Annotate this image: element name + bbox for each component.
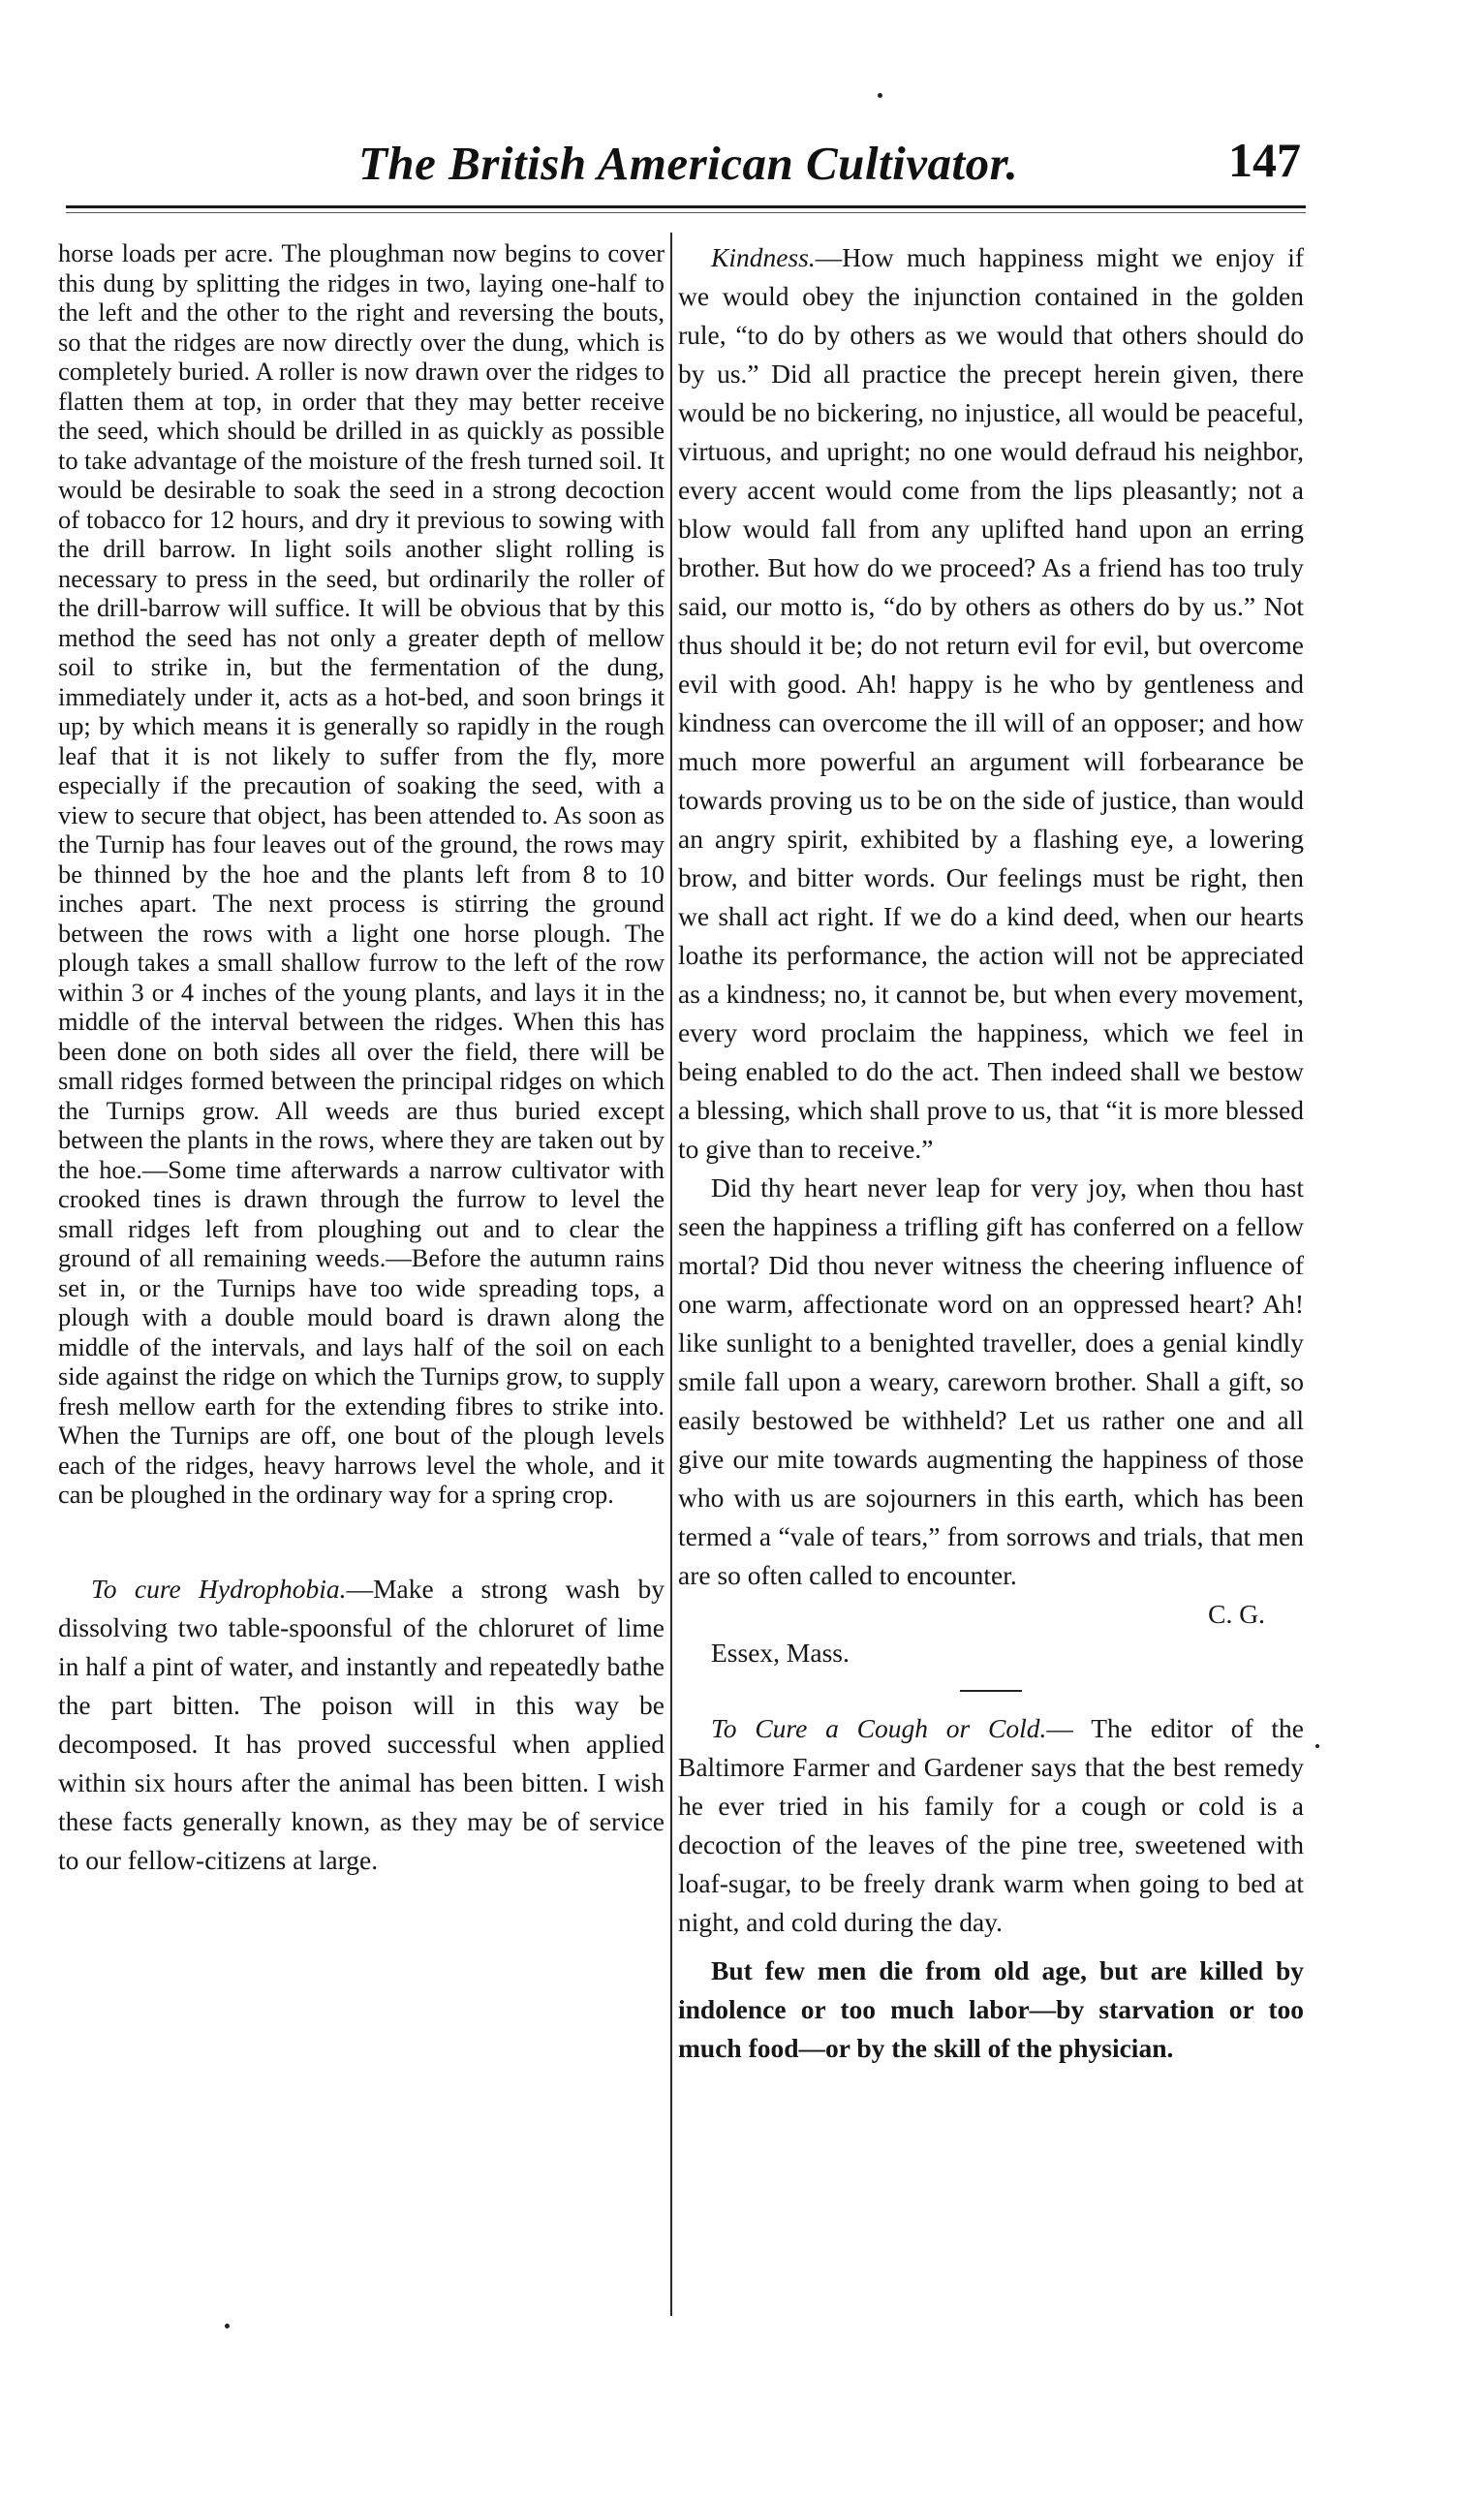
kindness-body-2: Did thy heart never leap for very joy, when thou hast seen the happiness a trifling gift has conferred on a fellow mortal? Did thou never witness the cheering influence of one warm, affectionate word on an oppressed heart? Ah! like sunlight to a benighted traveller, does a genial kindly smile fall upon a weary, careworn brother. Shall a gift, so easily bestowed be withheld? Let us rather one and all give our mite towards augmenting the happiness of those who with us are sojourners in this earth, which has been termed a “vale of tears,” from sorrows and trials, that men are so often called to encounter. [678, 1172, 1304, 1590]
maxim-paragraph: But few men die from old age, but are killed by indolence or too much labor—by starvation or too much food—or by the skill of the physician. [678, 1955, 1304, 2063]
cough-article [678, 1709, 1304, 1942]
hydrophobia-heading: To cure Hydrophobia. [91, 1573, 347, 1604]
left-column [58, 238, 665, 1880]
kindness-article [678, 238, 1304, 1169]
hydrophobia-body: —Make a strong wash by dissolving two table-spoonsful of the chloruret of lime in half a pint of water, and instantly and repeatedly bathe the part bitten. The poison will in this way be decomposed. It has proved successful when applied within six hours after the animal has been bitten. I wish these facts generally known, as they may be of service to our fellow-citizens at large. [58, 1573, 665, 1875]
kindness-signature: C. G. [1208, 1599, 1265, 1629]
section-divider [960, 1690, 1022, 1692]
cough-heading: To Cure a Cough or Cold. [711, 1713, 1047, 1743]
kindness-signature-line [678, 1595, 1304, 1634]
hydrophobia-article [58, 1570, 665, 1880]
page-title: The British American Cultivator. [358, 137, 1019, 190]
kindness-body-1: —How much happiness might we enjoy if we would obey the injunction contained in the golden rule, “to do by others as we would that others should do by us.” Did all practice the precept herein given, there would be no bickering, no injustice, all would be peaceful, virtuous, and upright; no one would defraud his neighbor, every accent would come from the lips pleasantly; not a blow would fall from any uplifted hand upon an erring brother. But how do we proceed? As a friend has too truly said, our motto is, “do by others as others do by us.” Not thus should it be; do not return evil for evil, but overcome evil with good. Ah! happy is he who by gentleness and kindness can overcome the ill will of an opposer; and how much more powerful an argument will forbearance be towards proving us to be on the side of justice, than would an angry spirit, exhibited by a flashing eye, a lowering brow, and bitter words. Our feelings must be right, then we shall act right. If we do a kind deed, when our hearts loathe its performance, the action will not be appreciated as a kindness; no, it cannot be, but when every movement, every word proclaim the happiness, which we feel in being enabled to do the act. Then indeed shall we bestow a blessing, which shall prove to us, that “it is more blessed to give than to receive.” [678, 242, 1304, 1164]
header-rule-thin [66, 212, 1306, 213]
kindness-heading: Kindness. [711, 242, 816, 272]
right-column [678, 238, 1304, 2068]
turnip-cultivation-paragraph: horse loads per acre. The ploughman now begins to cover this dung by splitting the ridges in two, laying one-half to the left and the other to the right and reversing the bouts, so that the ridges are now directly over the dung, which is completely buried. A roller is now drawn over the ridges to flatten them at top, in order that they may better receive the seed, which should be drilled in as quickly as possible to take advantage of the moisture of the fresh turned soil. It would be desirable to soak the seed in a strong decoction of tobacco for 12 hours, and dry it previous to sowing with the drill barrow. In light soils another slight rolling is necessary to press in the seed, but ordinarily the roller of the drill-barrow will suffice. It will be obvious that by this method the seed has not only a greater depth of mellow soil to strike in, but the fermentation of the dung, immediately under it, acts as a hot-bed, and soon brings it up; by which means it is generally so rapidly in the rough leaf that it is not likely to suffer from the fly, more especially if the precaution of soaking the seed, with a view to secure that object, has been attended to. As soon as the Turnip has four leaves out of the ground, the rows may be thinned by the hoe and the plants left from 8 to 10 inches apart. The next process is stirring the ground between the rows with a light one horse plough. The plough takes a small shallow furrow to the left of the row within 3 or 4 inches of the young plants, and lays it in the middle of the interval between the ridges. When this has been done on both sides all over the field, there will be small ridges formed between the principal ridges on which the Turnips grow. All weeds are thus buried except between the plants in the rows, where they are taken out by the hoe.—Some time afterwards a narrow cultivator with crooked tines is drawn through the furrow to level the small ridges left from ploughing out and to clear the ground of all remaining weeds.—Before the autumn rains set in, or the Turnips have too wide spreading tops, a plough with a double mould board is drawn along the middle of the intervals, and lays half of the soil on each side against the ridge on which the Turnips grow, to supply fresh mellow earth for the extending fibres to strike into. When the Turnips are off, one bout of the plough levels each of the ridges, heavy harrows level the whole, and it can be ploughed in the ordinary way for a spring crop. [58, 238, 665, 1509]
kindness-place: Essex, Mass. [711, 1638, 850, 1668]
ink-speck [1315, 1744, 1319, 1748]
page-number: 147 [1228, 133, 1301, 187]
ink-speck [878, 93, 882, 98]
ink-speck [225, 2324, 230, 2328]
column-divider [670, 233, 672, 2316]
header-rule [66, 205, 1306, 208]
cough-body: — The editor of the Baltimore Farmer and Gardener says that the best remedy he ever tried in his family for a cough or cold is a decoction of the leaves of the pine tree, sweetened with loaf-sugar, to be freely drank warm when going to bed at night, and cold during the day. [678, 1713, 1305, 1937]
